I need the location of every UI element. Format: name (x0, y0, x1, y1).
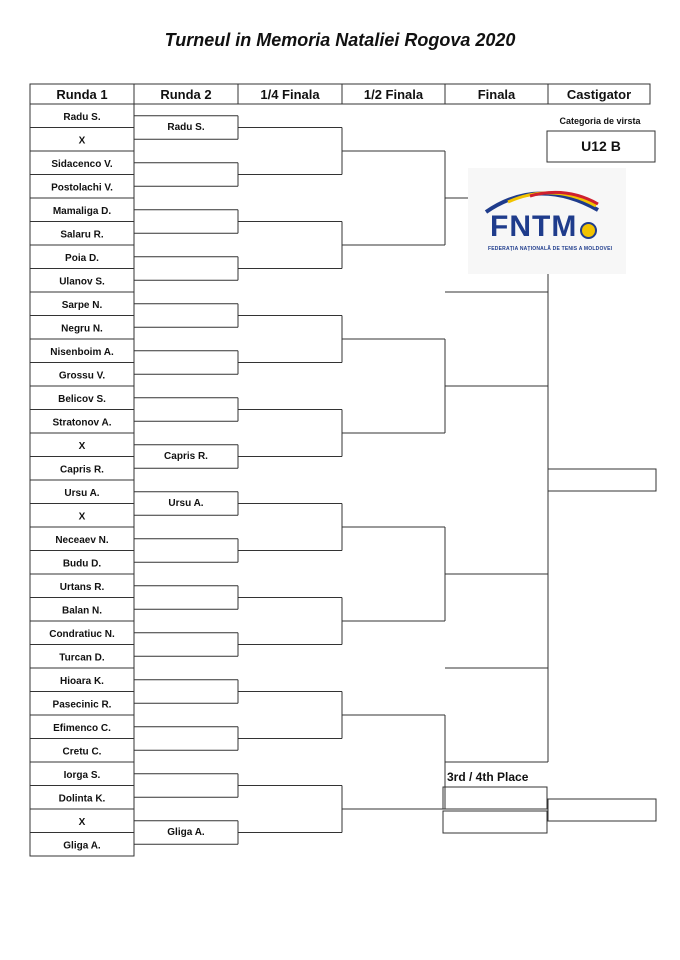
round1-player: Poia D. (65, 252, 99, 264)
round1-player: Balan N. (61, 605, 103, 617)
fntm-logo (468, 168, 626, 274)
round1-player: Negru N. (61, 323, 103, 335)
round1-player: Iorga S. (63, 769, 101, 781)
round-header-5: Castigator (566, 87, 632, 102)
round-header-0: Runda 1 (56, 87, 108, 102)
tennis-ball-icon (580, 222, 597, 239)
third-place-slot-2 (443, 811, 547, 833)
round1-player: Neceaev N. (55, 534, 109, 546)
round1-player: X (78, 135, 86, 147)
round2-player: Capris R. (164, 450, 208, 462)
category-label: Categoria de virsta (559, 116, 641, 126)
round1-player: Stratonov A. (52, 417, 112, 429)
round1-player: Hioara K. (60, 675, 104, 687)
round1-player: Urtans R. (59, 581, 105, 593)
round-header-2: 1/4 Finala (260, 87, 320, 102)
round1-player: Efimenco C. (53, 722, 111, 734)
round1-player: Mamaliga D. (52, 205, 112, 217)
winner-box (548, 469, 656, 491)
round1-player: Ursu A. (64, 487, 100, 499)
round1-player: X (78, 511, 86, 523)
round1-player: X (78, 440, 86, 452)
round1-player: Salaru R. (60, 229, 104, 241)
round1-player: Pasecinic R. (52, 699, 112, 711)
round1-player: Turcan D. (59, 652, 105, 664)
round-header-1: Runda 2 (160, 87, 212, 102)
round1-player: Nisenboim A. (50, 346, 114, 358)
round2-player: Gliga A. (167, 826, 205, 838)
round1-player: Cretu C. (62, 746, 102, 758)
round2-player: Ursu A. (168, 497, 204, 509)
round1-player: Dolinta K. (58, 793, 106, 805)
round1-player: X (78, 816, 86, 828)
round1-player: Grossu V. (58, 370, 106, 382)
third-place-slot-1 (443, 787, 547, 809)
round1-player: Gliga A. (63, 840, 101, 852)
round1-player: Postolachi V. (51, 182, 113, 194)
round-header-4: Finala (477, 87, 516, 102)
round1-player: Belicov S. (58, 393, 106, 405)
page-title: Turneul in Memoria Nataliei Rogova 2020 (164, 30, 516, 50)
header-row (30, 84, 650, 104)
round2-player: Radu S. (167, 121, 205, 133)
logo-text: FNTM (490, 210, 578, 243)
third-place-winner-box (548, 799, 656, 821)
round-header-3: 1/2 Finala (363, 87, 424, 102)
category-value: U12 B (581, 138, 621, 154)
round1-player: Condratiuc N. (49, 628, 115, 640)
round1-player: Radu S. (63, 111, 101, 123)
round1-player: Budu D. (62, 558, 102, 570)
round1-player: Sarpe N. (61, 299, 103, 311)
round1-player: Capris R. (60, 464, 104, 476)
third-place-label: 3rd / 4th Place (447, 770, 529, 784)
round1-player: Sidacenco V. (51, 158, 113, 170)
logo-subtitle: FEDERAȚIA NAȚIONALĂ DE TENIS A MOLDOVEI (488, 246, 613, 252)
round1-player: Ulanov S. (59, 276, 105, 288)
